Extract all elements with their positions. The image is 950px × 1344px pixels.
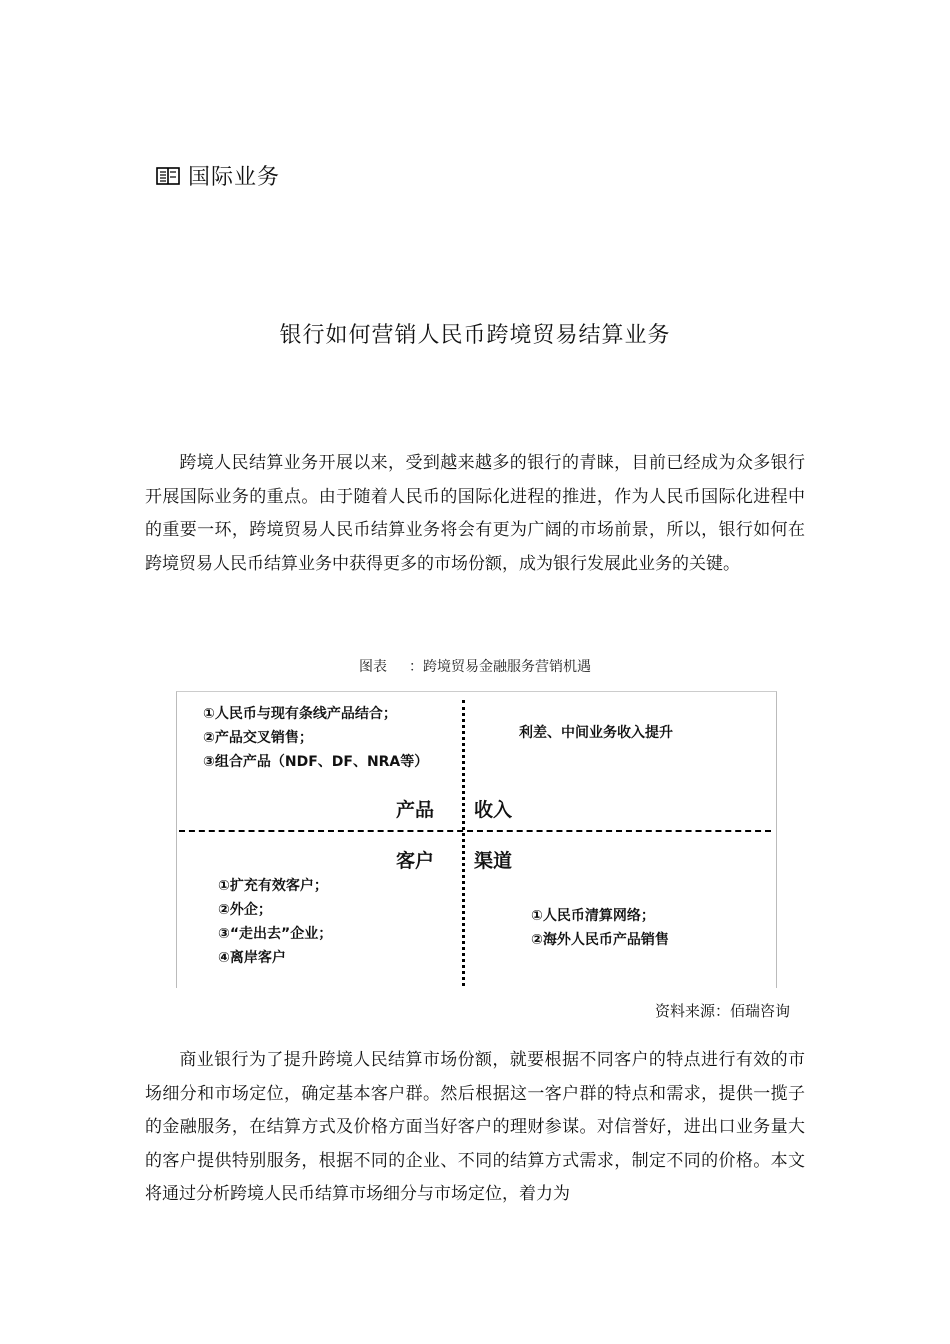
paragraph-intro-text: 跨境人民结算业务开展以来，受到越来越多的银行的青睐，目前已经成为众多银行开展国际业务的重点。由于随着人民币的国际化进程的推进，作为人民币国际化进程中的重要一环，跨境贸易人民币结算业务将会有更为广阔的市场前景，所以，银行如何在跨境贸易人民币结算业务中获得更多的市场份额，成为银行发展此业务的关键。 [145,453,805,574]
channel-item: ①人民币清算网络； [531,908,655,924]
figure-caption-text: ：跨境贸易金融服务营销机遇 [409,659,591,675]
channel-items [531,904,669,952]
section-title: 国际业务 [188,165,281,190]
vertical-divider [462,700,465,986]
product-item: ①人民币与现有条线产品结合； [203,706,397,722]
customer-item: ②外企； [218,902,272,918]
customer-item: ①扩充有效客户； [218,878,328,894]
paragraph-segmentation [145,1044,805,1212]
marketing-opportunity-diagram [176,691,777,988]
section-header [156,160,280,191]
figure-caption [0,656,950,676]
channel-item: ②海外人民币产品销售 [531,932,669,948]
income-items [519,721,673,745]
product-items [203,702,428,774]
product-item: ②产品交叉销售； [203,730,313,746]
product-label: 产品 [396,799,435,821]
figure-caption-label: 图表 [359,659,387,675]
income-item: 利差、中间业务收入提升 [519,725,673,741]
customer-item: ③“走出去”企业； [218,926,333,942]
customer-items [218,874,332,970]
customer-label: 客户 [396,850,435,872]
customer-item: ④离岸客户 [218,950,286,966]
product-item: ③组合产品（NDF、DF、NRA等） [203,754,429,770]
channel-label: 渠道 [474,850,513,872]
document-title: 银行如何营销人民币跨境贸易结算业务 [279,323,671,348]
paragraph-segmentation-text: 商业银行为了提升跨境人民结算市场份额，就要根据不同客户的特点进行有效的市场细分和市场定位，确定基本客户群。然后根据这一客户群的特点和需求，提供一揽子的金融服务，在结算方式及价格方面当好客户的理财参谋。对信誉好，进出口业务量大的客户提供特别服务，根据不同的企业、不同的结算方式需求，制定不同的价格。本文将通过分析跨境人民币结算市场细分与市场定位，着力为 [145,1050,805,1205]
horizontal-divider [179,830,771,832]
income-label: 收入 [474,799,513,821]
figure-source: 资料来源：佰瑞咨询 [654,1002,790,1020]
book-icon [156,165,180,187]
paragraph-intro [145,447,805,581]
